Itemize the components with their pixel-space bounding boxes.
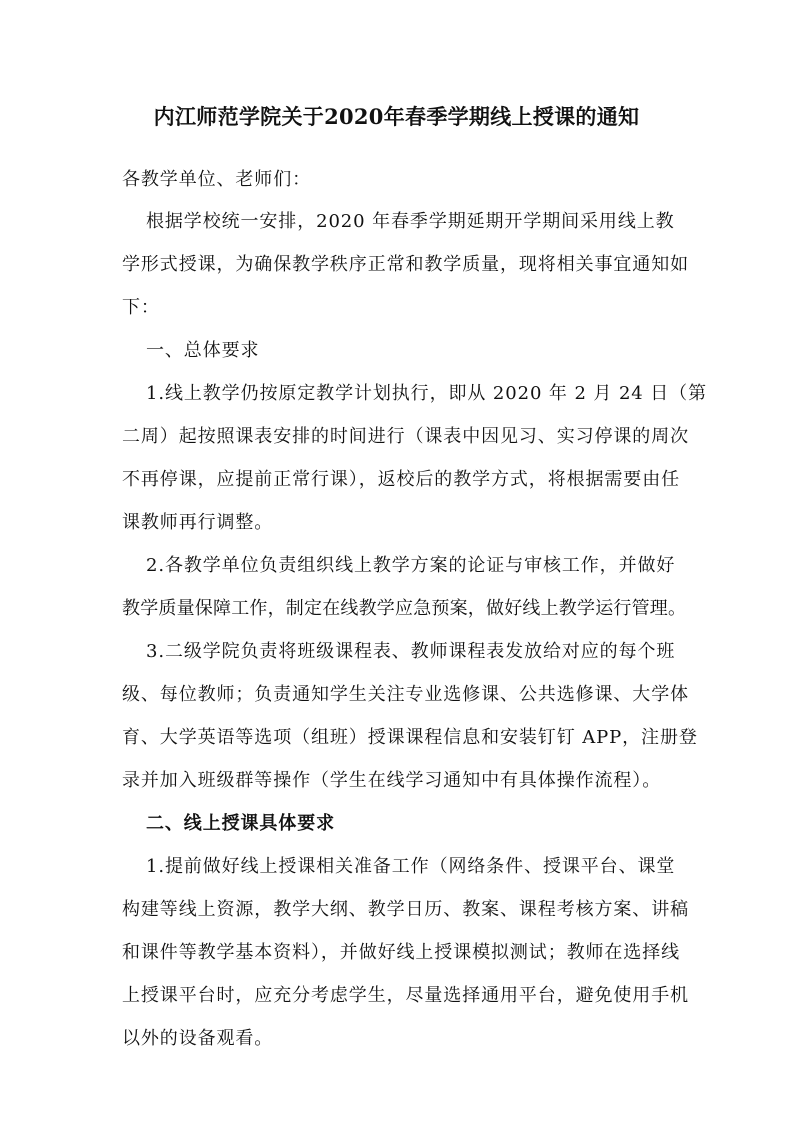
section1-item1-line: 课教师再行调整。 — [122, 512, 274, 533]
section2-heading: 二、线上授课具体要求 — [146, 813, 335, 834]
section1-item3-line: 3.二级学院负责将班级课程表、教师课程表发放给对应的每个班 — [146, 641, 676, 662]
section1-item3-line: 育、大学英语等选项（组班）授课课程信息和安装钉钉 APP，注册登 — [122, 727, 698, 748]
section1-item3-line: 级、每位教师；负责通知学生关注专业选修课、公共选修课、大学体 — [122, 684, 689, 705]
section1-item1-line: 二周）起按照课表安排的时间进行（课表中因见习、实习停课的周次 — [122, 426, 689, 447]
section1-item2-line: 2.各教学单位负责组织线上教学方案的论证与审核工作，并做好 — [146, 555, 676, 576]
section1-item1-line: 1.线上教学仍按原定教学计划执行，即从 2020 年 2 月 24 日（第 — [146, 383, 707, 404]
salutation: 各教学单位、老师们： — [122, 169, 311, 190]
section1-item1-line: 不再停课，应提前正常行课），返校后的教学方式，将根据需要由任 — [122, 469, 680, 490]
section2-item1-line: 上授课平台时，应充分考虑学生，尽量选择通用平台，避免使用手机 — [122, 985, 689, 1006]
section2-item1-line: 1.提前做好线上授课相关准备工作（网络条件、授课平台、课堂 — [146, 856, 676, 877]
section1-item3-line: 录并加入班级群等操作（学生在线学习通知中有具体操作流程）。 — [122, 770, 662, 791]
intro-line: 学形式授课，为确保教学秩序正常和教学质量，现将相关事宜通知如 — [122, 254, 689, 275]
intro-line: 下： — [122, 297, 160, 318]
section2-item1-line: 以外的设备观看。 — [122, 1028, 274, 1049]
intro-line: 根据学校统一安排，2020 年春季学期延期开学期间采用线上教 — [146, 211, 675, 232]
section2-item1-line: 构建等线上资源，教学大纲、教学日历、教案、课程考核方案、讲稿 — [122, 899, 689, 920]
section1-item2-line: 教学质量保障工作，制定在线教学应急预案，做好线上教学运行管理。 — [122, 598, 687, 619]
section2-item1-line: 和课件等教学基本资料），并做好线上授课模拟测试；教师在选择线 — [122, 942, 680, 963]
section1-heading: 一、总体要求 — [146, 340, 260, 361]
document-title: 内江师范学院关于2020年春季学期线上授课的通知 — [153, 104, 640, 129]
